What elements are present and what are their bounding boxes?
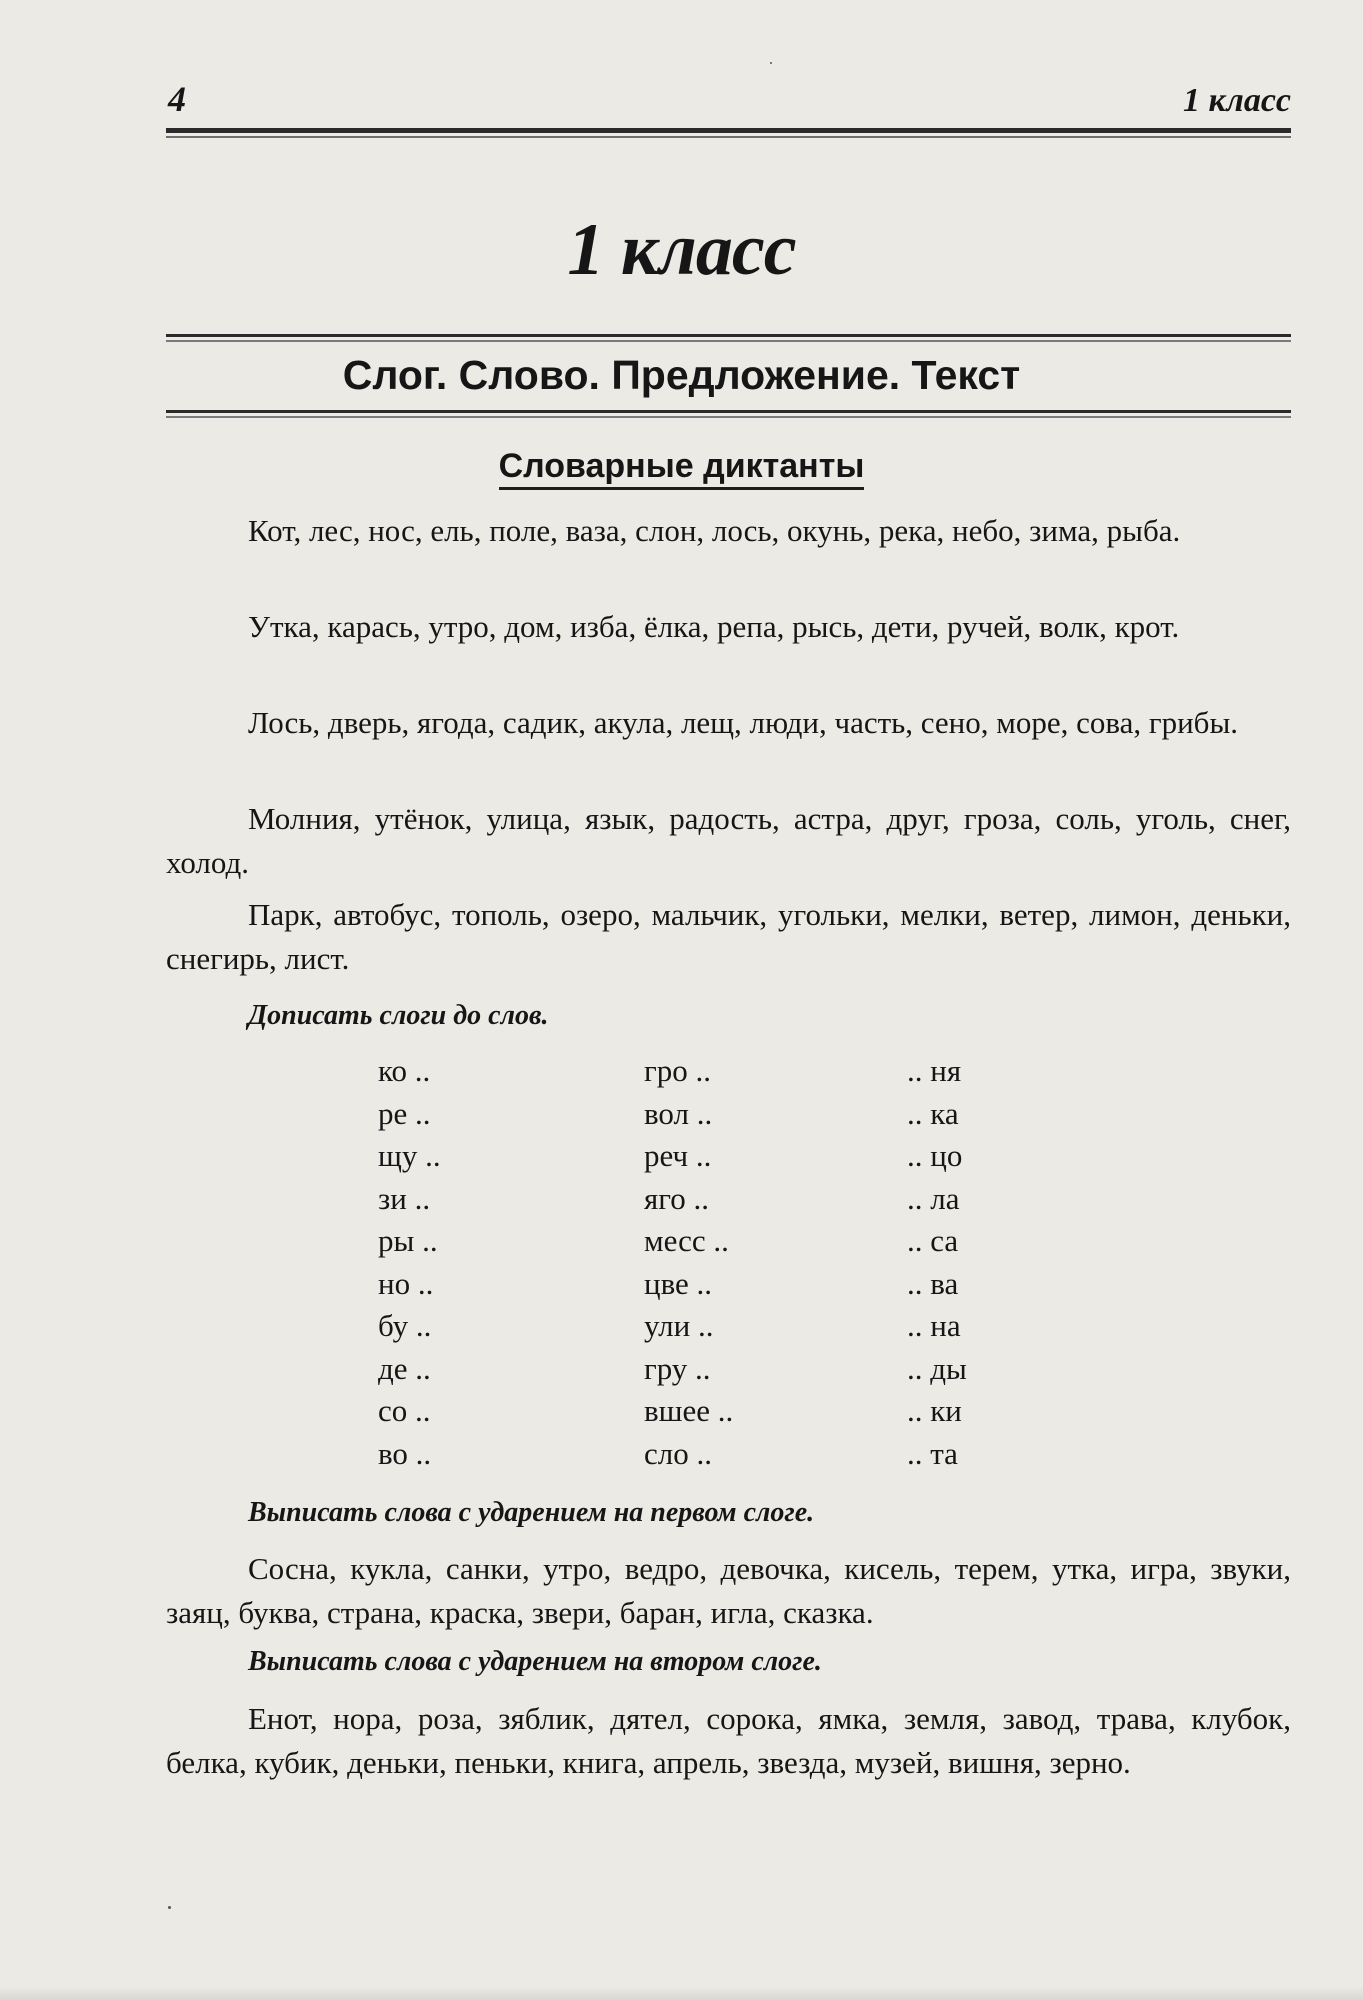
syllable-item: бу .. xyxy=(378,1308,432,1343)
syllable-item: зи .. xyxy=(378,1180,431,1216)
section-rule-top xyxy=(166,334,1291,337)
scan-speck xyxy=(770,62,772,64)
syllable-item: но .. xyxy=(378,1265,434,1301)
syllable-item: ули .. xyxy=(644,1308,714,1343)
syllable-item: со .. xyxy=(378,1393,431,1428)
syllable-item: гру .. xyxy=(644,1350,711,1386)
syllable-item: гро .. xyxy=(644,1053,711,1088)
syllable-item: .. ва xyxy=(907,1265,959,1301)
syllable-item: .. на xyxy=(907,1308,961,1343)
task-stress-second-syllable: Выписать слова с ударением на втором слоге. xyxy=(248,1646,822,1677)
stress-second-paragraph: Енот, нора, роза, зяблик, дятел, сорока, ямка, земля, завод, трава, клубок, белка, кубик, деньки, пеньки, книга, апрель, звезда, музей, вишня, зерно. xyxy=(166,1701,1291,1780)
chapter-title: 1 класс xyxy=(567,209,796,291)
syllable-item: де .. xyxy=(378,1350,431,1386)
task-complete-syllables: Дописать слоги до слов. xyxy=(248,1000,549,1031)
scan-edge-shadow xyxy=(0,1986,1363,2000)
section-rule-top-thin xyxy=(166,340,1291,342)
stress-first-paragraph: Сосна, кукла, санки, утро, ведро, девочка, кисель, терем, утка, игра, звуки, заяц, буква, страна, краска, звери, баран, игла, сказка. xyxy=(166,1551,1291,1630)
dictation-paragraph-2: Утка, карась, утро, дом, изба, ёлка, репа, рысь, дети, ручей, волк, крот. xyxy=(248,609,1180,644)
subsection-title-text: Словарные диктанты xyxy=(499,447,865,490)
page-number: 4 xyxy=(168,79,186,119)
dictation-paragraph-5: Парк, автобус, тополь, озеро, мальчик, угольки, мелки, ветер, лимон, деньки, снегирь, лист. xyxy=(166,897,1291,976)
syllable-item: .. та xyxy=(907,1435,958,1471)
syllable-item: сло .. xyxy=(644,1435,712,1471)
syllable-item: яго .. xyxy=(644,1180,709,1216)
syllable-item: ре .. xyxy=(378,1095,431,1131)
syllable-item: ры .. xyxy=(378,1223,438,1258)
syllable-column-3 xyxy=(907,1050,967,1475)
syllable-column-2 xyxy=(644,1050,733,1475)
syllable-item: цве .. xyxy=(644,1265,713,1301)
scan-speck xyxy=(168,1906,171,1909)
header-rule-thin xyxy=(166,136,1291,138)
running-title: 1 класс xyxy=(1182,82,1291,119)
dictation-paragraph-1: Кот, лес, нос, ель, поле, ваза, слон, лось, окунь, река, небо, зима, рыба. xyxy=(248,513,1181,548)
syllable-item: щу .. xyxy=(378,1138,441,1173)
syllable-item: .. ки xyxy=(907,1393,962,1428)
header-rule xyxy=(166,128,1291,133)
syllable-item: .. цо xyxy=(907,1138,963,1173)
dictation-paragraph-3: Лось, дверь, ягода, садик, акула, лещ, люди, часть, сено, море, сова, грибы. xyxy=(248,705,1239,740)
section-rule-bottom xyxy=(166,410,1291,413)
syllable-item: .. ня xyxy=(907,1053,962,1088)
section-title: Слог. Слово. Предложение. Текст xyxy=(342,352,1021,398)
syllable-item: вол .. xyxy=(644,1095,713,1131)
syllable-item: во .. xyxy=(378,1435,432,1471)
syllable-item: .. са xyxy=(907,1223,959,1258)
syllable-item: вшее .. xyxy=(644,1393,734,1428)
task-stress-first-syllable: Выписать слова с ударением на первом слоге. xyxy=(248,1497,815,1528)
syllable-column-1 xyxy=(378,1050,441,1475)
section-rule-bottom-thin xyxy=(166,416,1291,418)
syllable-item: .. ла xyxy=(907,1180,960,1216)
syllable-item: ко .. xyxy=(378,1053,431,1088)
dictation-paragraph-4: Молния, утёнок, улица, язык, радость, астра, друг, гроза, соль, уголь, снег, холод. xyxy=(166,801,1291,880)
syllable-item: .. ка xyxy=(907,1095,959,1131)
syllable-item: реч .. xyxy=(644,1138,712,1173)
syllable-item: .. ды xyxy=(907,1350,967,1386)
syllable-item: месс .. xyxy=(644,1223,729,1258)
subsection-title xyxy=(0,447,1363,486)
